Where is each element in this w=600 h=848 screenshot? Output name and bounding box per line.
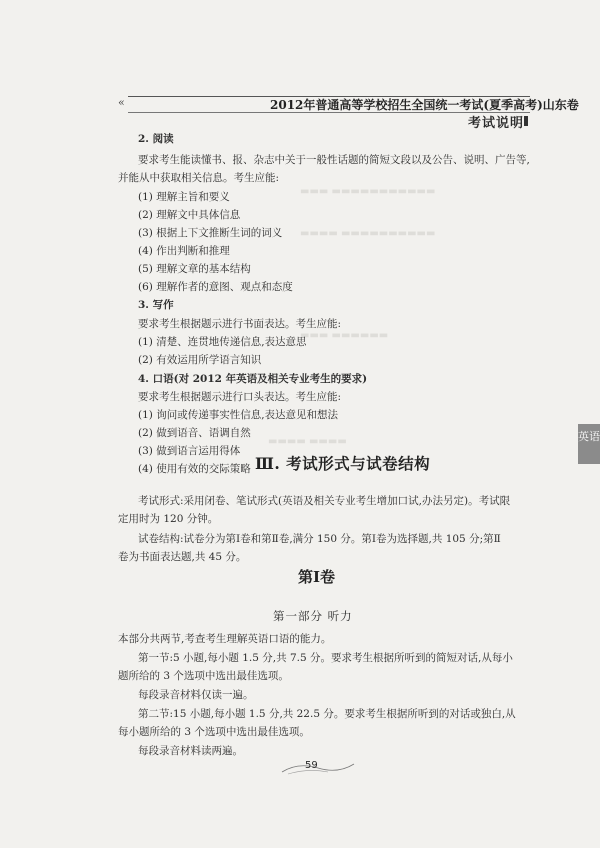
reading-item: (5) 理解文章的基本结构	[138, 263, 251, 275]
reading-item: (3) 根据上下文推断生词的词义	[138, 227, 283, 239]
reading-heading: 2. 阅读	[138, 133, 174, 145]
page-number-ornament	[278, 760, 358, 776]
bleed-through: ▬▬▬ ▬▬▬▬▬▬	[300, 330, 389, 341]
exam-form-line1: 考试形式:采用闭卷、笔试形式(英语及相关专业考生增加口试,办法另定)。考试限	[138, 495, 511, 507]
reading-item: (1) 理解主旨和要义	[138, 191, 230, 203]
listening-intro: 本部分共两节,考查考生理解英语口语的能力。	[118, 633, 332, 645]
section1-line2: 题所给的 3 个选项中选出最佳选项。	[118, 670, 289, 682]
writing-heading: 3. 写作	[138, 299, 174, 311]
exam-form-line2: 定用时为 120 分钟。	[118, 513, 219, 525]
reading-intro-line1: 要求考生能读懂书、报、杂志中关于一般性话题的简短文段以及公告、说明、广告等,	[138, 154, 530, 166]
reading-intro-line2: 并能从中获取相关信息。考生应能:	[118, 172, 280, 184]
oral-intro: 要求考生根据题示进行口头表达。考生应能:	[138, 391, 342, 403]
section1-line1: 第一节:5 小题,每小题 1.5 分,共 7.5 分。要求考生根据所听到的简短对话,从每小	[138, 652, 513, 664]
exam-structure-line1: 试卷结构:试卷分为第Ⅰ卷和第Ⅱ卷,满分 150 分。第Ⅰ卷为选择题,共 105 分;第Ⅱ	[138, 533, 501, 545]
oral-item: (2) 做到语音、语调自然	[138, 427, 251, 439]
volume-title: 第Ⅰ卷	[298, 568, 336, 586]
header-subtitle: 考试说明	[468, 116, 525, 131]
reading-item: (2) 理解文中具体信息	[138, 209, 241, 221]
oral-item: (3) 做到语言运用得体	[138, 445, 241, 457]
header-marks: «	[118, 96, 123, 109]
section2-line1: 第二节:15 小题,每小题 1.5 分,共 22.5 分。要求考生根据所听到的对话或独白,从	[138, 708, 516, 720]
header-title: 2012年普通高等学校招生全国统一考试(夏季高考)山东卷	[270, 98, 579, 112]
page-number: 59	[305, 760, 318, 771]
exam-structure-line2: 卷为书面表达题,共 45 分。	[118, 551, 247, 563]
part-title: 第一部分 听力	[273, 609, 353, 623]
section1-line3: 每段录音材料仅读一遍。	[138, 689, 254, 701]
bleed-through: ▬▬▬▬ ▬▬▬▬	[268, 436, 347, 447]
section2-line3: 每段录音材料读两遍。	[138, 745, 243, 757]
writing-intro: 要求考生根据题示进行书面表达。考生应能:	[138, 318, 342, 330]
oral-item: (4) 使用有效的交际策略	[138, 463, 251, 475]
header-marker	[524, 116, 528, 126]
writing-item: (1) 清楚、连贯地传递信息,表达意思	[138, 336, 307, 348]
section-title: Ⅲ. 考试形式与试卷结构	[255, 454, 431, 473]
writing-item: (2) 有效运用所学语言知识	[138, 354, 262, 366]
reading-item: (4) 作出判断和推理	[138, 245, 230, 257]
bleed-through: ▬▬▬▬ ▬▬▬▬▬▬▬▬▬▬	[300, 228, 436, 239]
oral-heading: 4. 口语(对 2012 年英语及相关专业考生的要求)	[138, 373, 368, 385]
oral-item: (1) 询问或传递事实性信息,表达意见和想法	[138, 409, 339, 421]
side-tab-english: 英语	[578, 424, 600, 464]
section2-line2: 每小题所给的 3 个选项中选出最佳选项。	[118, 726, 310, 738]
reading-item: (6) 理解作者的意图、观点和态度	[138, 281, 293, 293]
bleed-through: ▬▬▬ ▬▬▬▬▬▬▬▬▬▬▬	[300, 186, 436, 197]
